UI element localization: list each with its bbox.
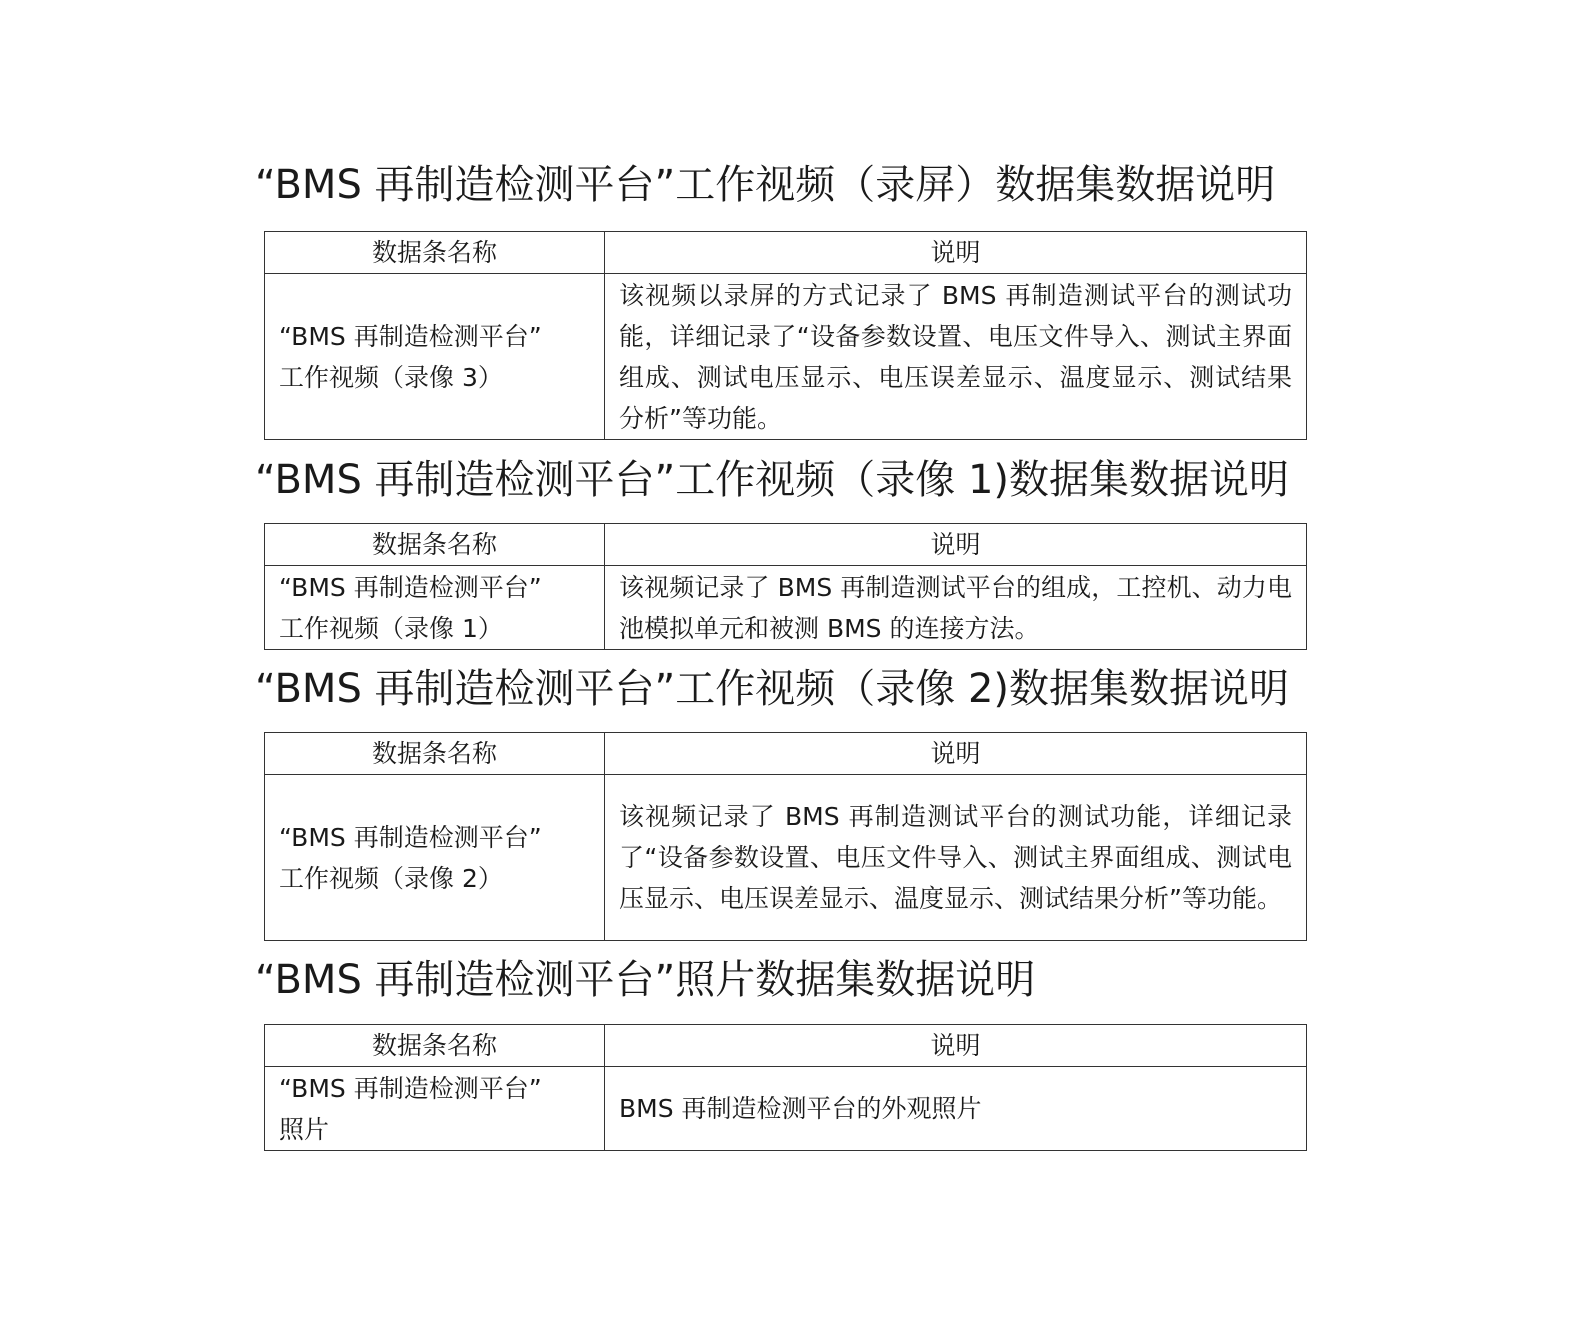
header-desc-cell: 说明: [605, 1025, 1307, 1067]
header-name-cell: 数据条名称: [265, 733, 605, 775]
dataset-description-cell: BMS 再制造检测平台的外观照片: [605, 1067, 1307, 1151]
header-name-cell: 数据条名称: [265, 1025, 605, 1067]
header-desc-cell: 说明: [605, 524, 1307, 566]
table-header-row: [265, 524, 1307, 566]
dataset-description-cell: 该视频以录屏的方式记录了 BMS 再制造测试平台的测试功能，详细记录了“设备参数设置、电压文件导入、测试主界面组成、测试电压显示、电压误差显示、温度显示、测试结果分析”等功能。: [605, 274, 1307, 440]
dataset-description-cell: 该视频记录了 BMS 再制造测试平台的测试功能，详细记录了“设备参数设置、电压文件导入、测试主界面组成、测试电压显示、电压误差显示、温度显示、测试结果分析”等功能。: [605, 775, 1307, 941]
dataset-name-cell: [265, 274, 605, 440]
section-title-1: “BMS 再制造检测平台”工作视频（录屏）数据集数据说明: [255, 162, 1276, 208]
dataset-name-cell: [265, 775, 605, 941]
dataset-name-line2: 照片: [279, 1114, 330, 1144]
dataset-name-cell: [265, 1067, 605, 1151]
table-row: [265, 1067, 1307, 1151]
header-desc-cell: 说明: [605, 733, 1307, 775]
dataset-name-line1: “BMS 再制造检测平台”: [279, 572, 542, 602]
table-header-row: [265, 1025, 1307, 1067]
dataset-table-4: [264, 1024, 1307, 1151]
header-name-cell: 数据条名称: [265, 524, 605, 566]
table-row: [265, 274, 1307, 440]
dataset-name-line1: “BMS 再制造检测平台”: [279, 822, 542, 852]
table-header-row: [265, 232, 1307, 274]
dataset-table-3: [264, 732, 1307, 941]
section-title-4: “BMS 再制造检测平台”照片数据集数据说明: [255, 957, 1036, 1003]
table-header-row: [265, 733, 1307, 775]
dataset-name-cell: [265, 566, 605, 650]
section-title-3: “BMS 再制造检测平台”工作视频（录像 2)数据集数据说明: [255, 666, 1290, 712]
section-title-2: “BMS 再制造检测平台”工作视频（录像 1)数据集数据说明: [255, 457, 1290, 503]
header-name-cell: 数据条名称: [265, 232, 605, 274]
table-row: [265, 566, 1307, 650]
dataset-table-1: [264, 231, 1307, 440]
dataset-table-2: [264, 523, 1307, 650]
table-row: [265, 775, 1307, 941]
header-desc-cell: 说明: [605, 232, 1307, 274]
dataset-name-line2: 工作视频（录像 3）: [279, 362, 503, 392]
dataset-name-line2: 工作视频（录像 2）: [279, 863, 503, 893]
dataset-name-line1: “BMS 再制造检测平台”: [279, 1073, 542, 1103]
dataset-name-line1: “BMS 再制造检测平台”: [279, 321, 542, 351]
dataset-description-cell: 该视频记录了 BMS 再制造测试平台的组成，工控机、动力电池模拟单元和被测 BMS 的连接方法。: [605, 566, 1307, 650]
dataset-name-line2: 工作视频（录像 1）: [279, 613, 503, 643]
